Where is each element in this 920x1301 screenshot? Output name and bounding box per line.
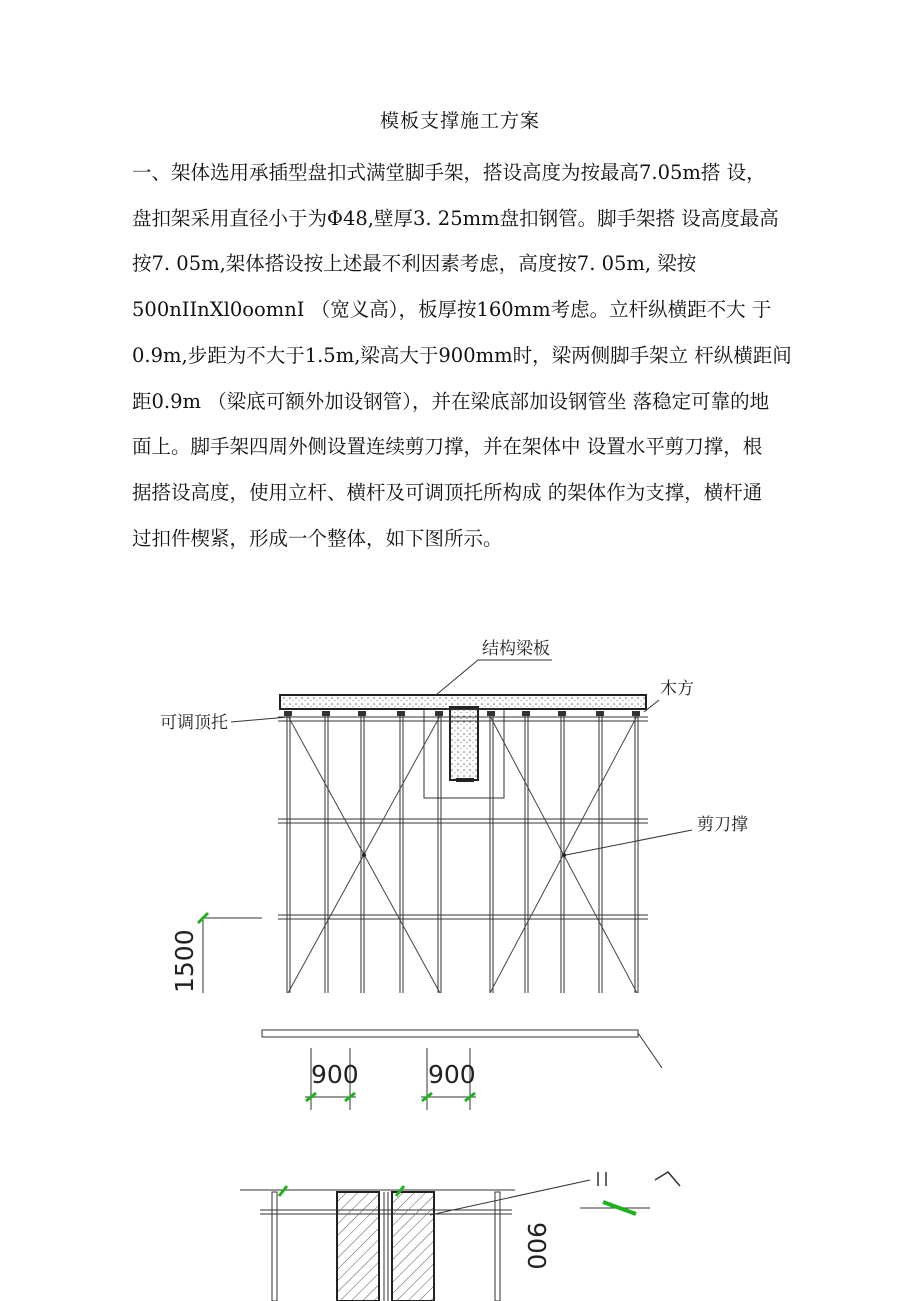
label-timber: 木方 [660,679,694,699]
paragraph-line: 0.9m,步距为不大于1.5m,梁高大于900mm时，梁两侧脚手架立 杆纵横距间 [132,343,792,367]
label-adjustable-jack: 可调顶托 [160,713,228,733]
document-title: 模板支撑施工方案 [379,110,540,132]
beam-bottom-plate [456,778,474,782]
label-scissor-brace: 剪刀撑 [697,815,748,835]
dimension-span-1 [305,1048,359,1110]
brace-joint [562,853,566,857]
brace-joint [362,853,366,857]
paragraph-line: 盘扣架采用直径小于为Φ48,壁厚3. 25mm盘扣钢管。脚手架搭 设高度最高 [132,206,779,230]
paragraph-line: 一、架体选用承插型盘扣式满堂脚手架，搭设高度为按最高7.05m搭 设， [132,161,766,184]
dim-bottom-text: 900 [522,1222,551,1270]
dim-span-1-text: 900 [311,1060,359,1089]
beam-section-detail [240,1172,680,1301]
dim-step-text: 1500 [170,929,199,993]
paragraph-line: 据搭设高度，使用立杆、横杆及可调顶托所构成 的架体作为支撑，横杆通 [132,480,763,504]
label-beam-slab: 结构梁板 [482,639,550,659]
paragraph-line: 500nIInXl0oomnI （宽义高），板厚按160mm考虑。立杆纵横距不大 于 [132,298,772,322]
concrete-beam [450,707,478,780]
paragraph-line: 过扣件楔紧，形成一个整体，如下图所示。 [132,526,503,550]
dimension-span-2 [421,1048,476,1110]
dimension-step-height [170,913,262,993]
paragraph-line: 面上。脚手架四周外侧设置连续剪刀撑，并在架体中 设置水平剪刀撑，根 [132,435,763,459]
paragraph-line: 按7. 05m,架体搭设按上述最不利因素考虑，高度按7. 05m, 梁按 [132,252,697,276]
dim-span-2-text: 900 [428,1060,476,1089]
paragraph-line: 距0.9m （梁底可额外加设钢管），并在梁底部加设钢管坐 落稳定可靠的地 [132,389,770,413]
